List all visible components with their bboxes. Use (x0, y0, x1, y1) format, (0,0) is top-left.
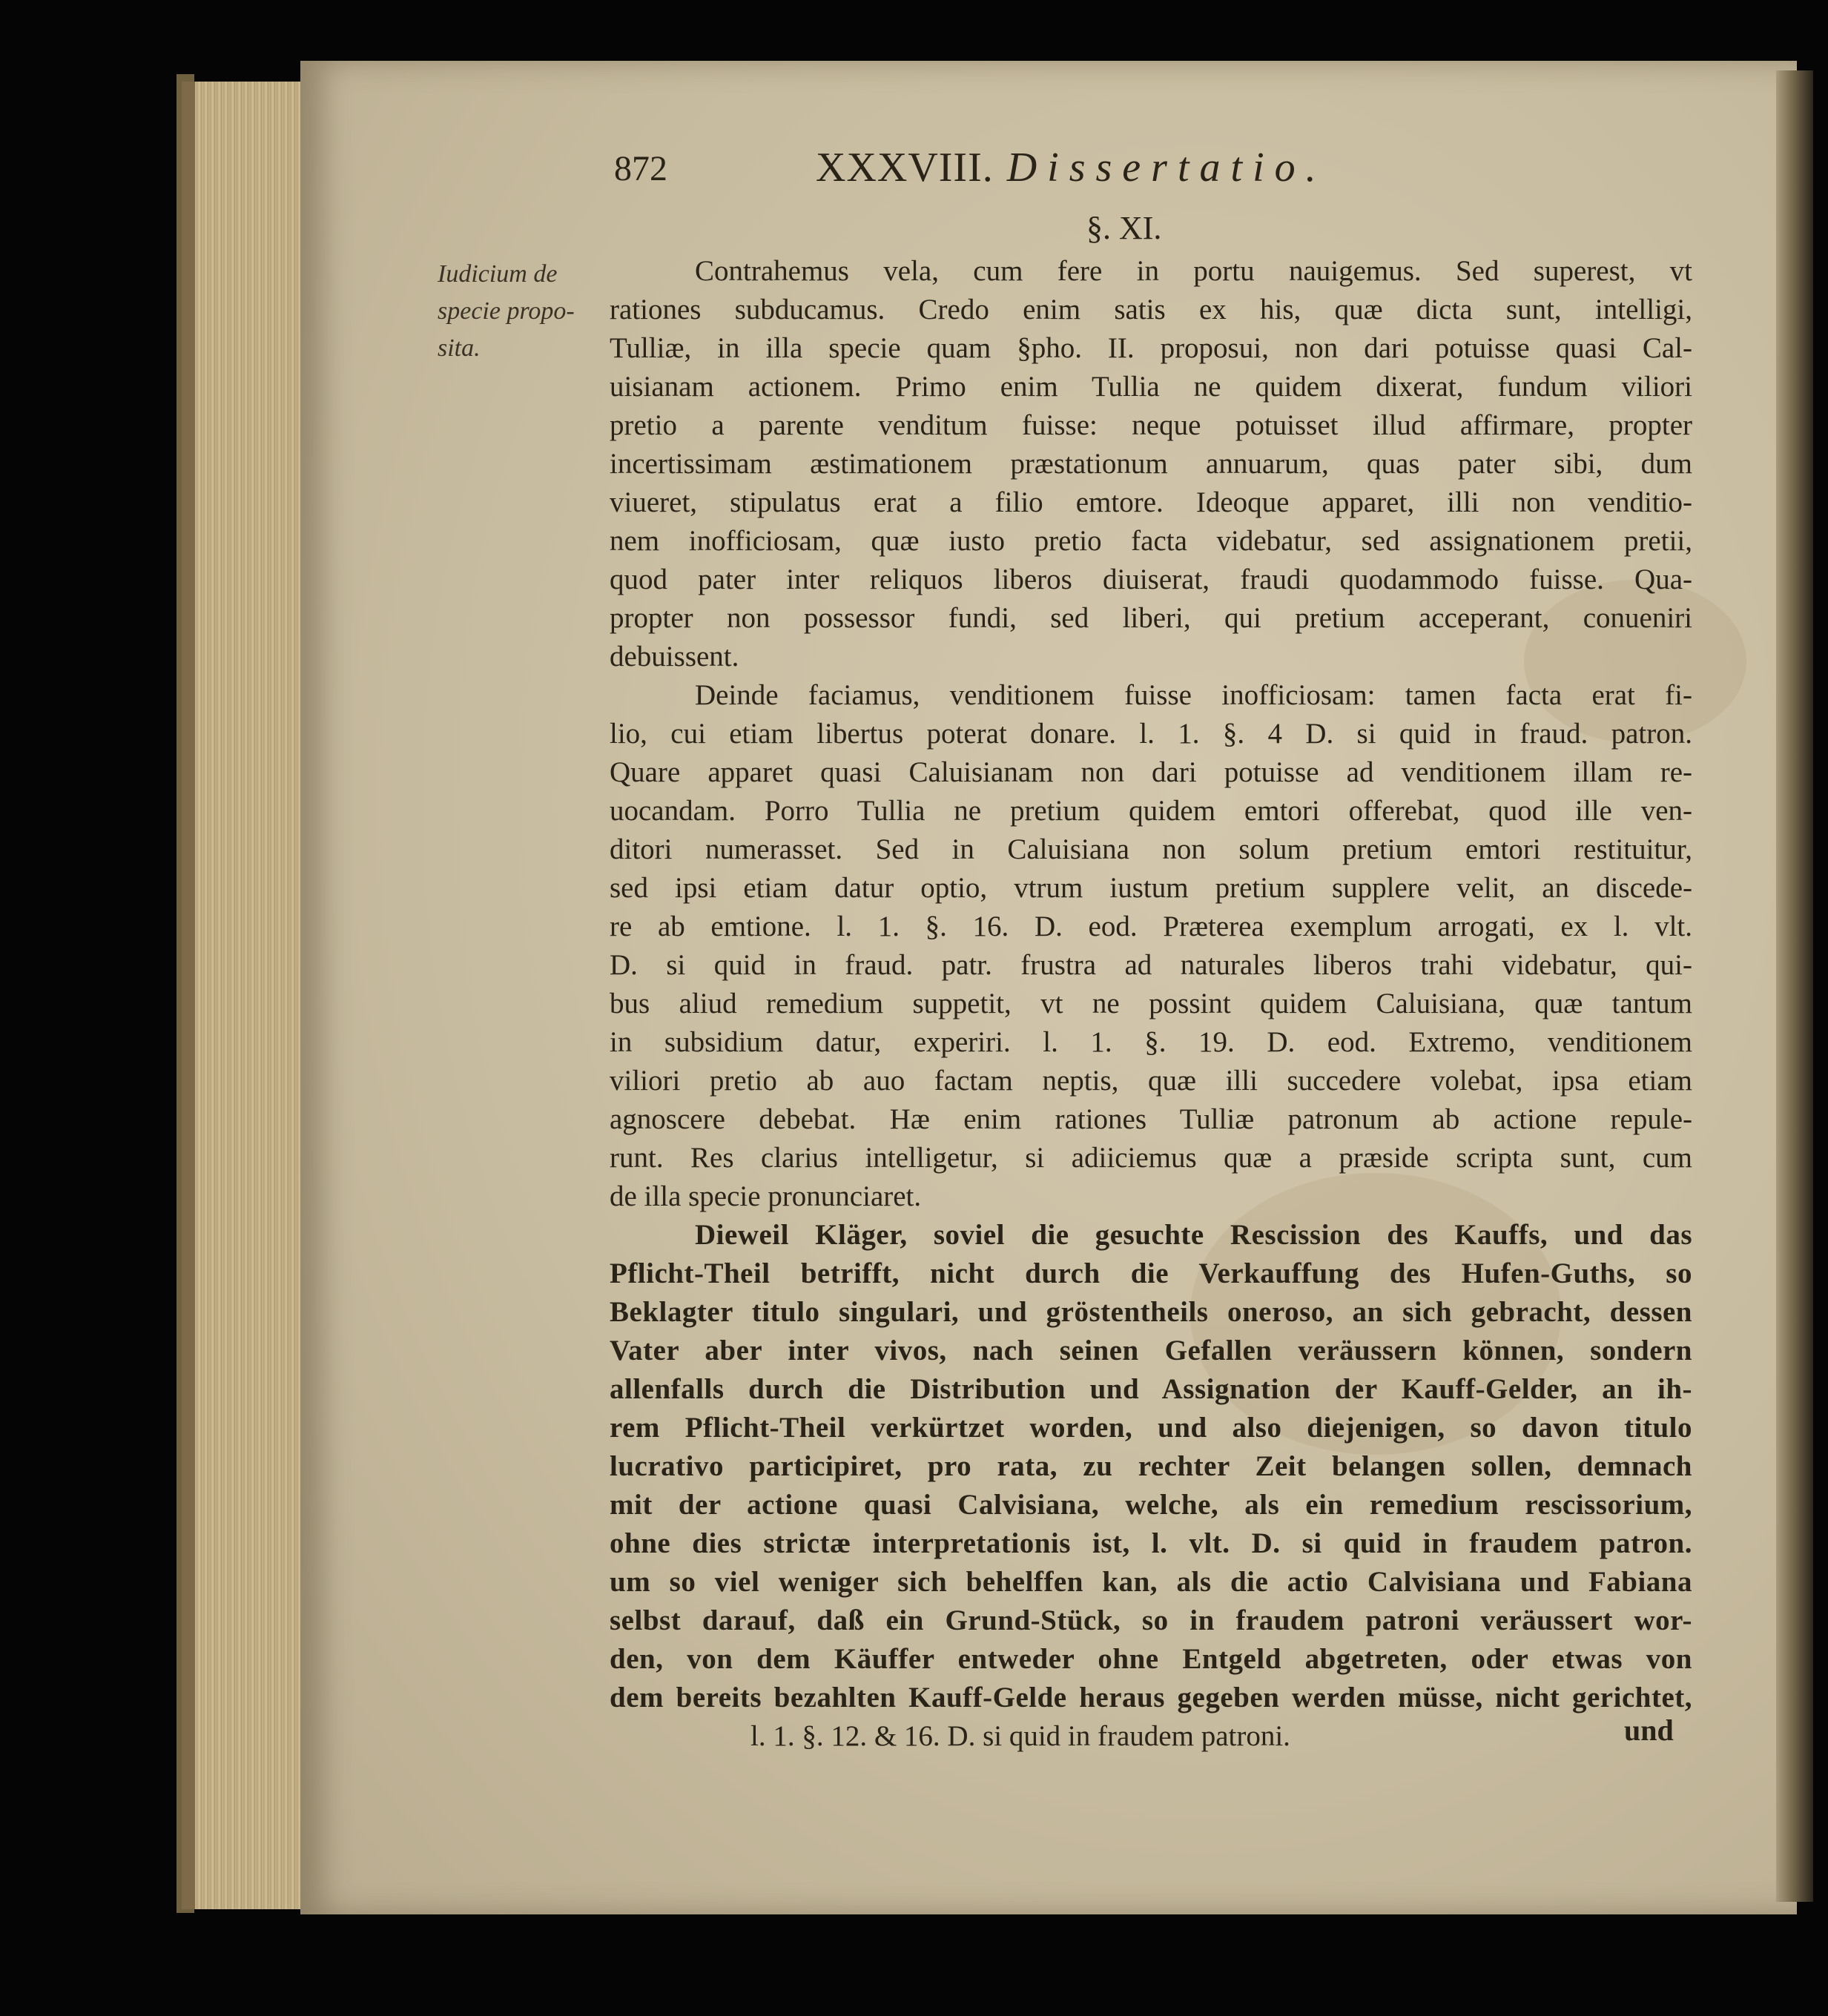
text-line: nem inofficiosam, quæ iusto pretio facta videbatur, sed assignationem pretii, (610, 525, 1692, 557)
marginal-note-line: Iudicium de (438, 260, 558, 288)
text-line: den, von dem Käuffer entweder ohne Entgeld abgetreten, oder etwas von (610, 1643, 1692, 1675)
text-line: Beklagter titulo singulari, und gröstentheils oneroso, an sich gebracht, dessen (610, 1296, 1692, 1328)
text-line: uisianam actionem. Primo enim Tullia ne quidem dixerat, fundum viliori (610, 371, 1692, 403)
title-roman: XXXVIII. (816, 145, 994, 191)
text-line: uocandam. Porro Tullia ne pretium quidem emtori offerebat, quod ille ven- (610, 795, 1692, 827)
text-line: viliori pretio ab auo factam neptis, quæ illi succedere volebat, ipsa etiam (610, 1065, 1692, 1097)
text-line: D. si quid in fraud. patr. frustra ad naturales liberos trahi videbatur, qui- (610, 949, 1692, 981)
text-line: in subsidium datur, experiri. l. 1. §. 19. D. eod. Extremo, venditionem (610, 1026, 1692, 1058)
title-italic: Dissertatio. (1006, 145, 1327, 191)
text-line: bus aliud remedium suppetit, vt ne possint quidem Caluisiana, quæ tantum (610, 988, 1692, 1019)
text-line: sed ipsi etiam datur optio, vtrum iustum pretium supplere velit, an discede- (610, 872, 1692, 904)
running-title (816, 144, 1327, 191)
text-line: re ab emtione. l. 1. §. 16. D. eod. Præterea exemplum arrogati, ex l. vlt. (610, 910, 1692, 942)
text-line: dem bereits bezahlten Kauff-Gelde heraus gegeben werden müsse, nicht gerichtet, (610, 1682, 1692, 1713)
marginal-note-line: specie propo- (438, 297, 575, 325)
body-text (610, 252, 1692, 1756)
text-line: propter non possessor fundi, sed liberi, qui pretium acceperant, conueniri (610, 602, 1692, 634)
text-line: ditori numerasset. Sed in Caluisiana non solum pretium emtori restituitur, (610, 833, 1692, 865)
text-line: pretio a parente venditum fuisse: neque potuisset illud affirmare, propter (610, 409, 1692, 441)
text-line: rem Pflicht-Theil verkürtzet worden, und also diejenigen, so davon titulo (610, 1412, 1692, 1444)
text-line: debuissent. (610, 641, 739, 672)
marginal-note (438, 256, 630, 367)
text-line: quod pater inter reliquos liberos diuiserat, fraudi quodammodo fuisse. Qua- (610, 564, 1692, 595)
text-line: um so viel weniger sich behelffen kan, als die actio Calvisiana und Fabiana (610, 1566, 1692, 1598)
text-line: lucrativo participiret, pro rata, zu rechter Zeit belangen sollen, demnach (610, 1450, 1692, 1482)
section-heading: §. XI. (1086, 210, 1162, 246)
page-edges (182, 82, 315, 1909)
text-line: Contrahemus vela, cum fere in portu nauigemus. Sed superest, vt (695, 255, 1692, 287)
text-line: selbst darauf, daß ein Grund-Stück, so in fraudem patroni veräussert wor- (610, 1604, 1692, 1636)
text-line: runt. Res clarius intelligetur, si adiiciemus quæ a præside scripta sunt, cum (610, 1142, 1692, 1174)
text-line: l. 1. §. 12. & 16. D. si quid in fraudem patroni. (750, 1720, 1290, 1752)
running-header (0, 145, 1828, 208)
text-line: Dieweil Kläger, soviel die gesuchte Rescission des Kauffs, und das (695, 1219, 1692, 1251)
gutter-shadow (1776, 70, 1813, 1902)
text-line: ohne dies strictæ interpretationis ist, l. vlt. D. si quid in fraudem patron. (610, 1527, 1692, 1559)
page-number: 872 (614, 149, 667, 188)
catchword: und (1624, 1713, 1674, 1747)
text-line: viueret, stipulatus erat a filio emtore. Ideoque apparet, illi non venditio- (610, 486, 1692, 518)
text-line: rationes subducamus. Credo enim satis ex his, quæ dicta sunt, intelligi, (610, 294, 1692, 325)
text-line: de illa specie pronunciaret. (610, 1180, 922, 1212)
text-line: Quare apparet quasi Caluisianam non dari potuisse ad venditionem illam re- (610, 756, 1692, 788)
text-line: Tulliæ, in illa specie quam §pho. II. proposui, non dari potuisse quasi Cal- (610, 332, 1692, 364)
text-line: agnoscere debebat. Hæ enim rationes Tulliæ patronum ab actione repule- (610, 1103, 1692, 1135)
text-line: Vater aber inter vivos, nach seinen Gefallen veräussern können, sondern (610, 1335, 1692, 1366)
text-line: Pflicht-Theil betrifft, nicht durch die Verkauffung des Hufen-Guths, so (610, 1257, 1692, 1289)
text-line: Deinde faciamus, venditionem fuisse inofficiosam: tamen facta erat fi- (695, 679, 1692, 711)
text-line: allenfalls durch die Distribution und Assignation der Kauff-Gelder, an ih- (610, 1373, 1692, 1405)
marginal-note-line: sita. (438, 334, 481, 362)
text-line: incertissimam æstimationem præstationum annuarum, quas pater sibi, dum (610, 448, 1692, 480)
text-line: lio, cui etiam libertus poterat donare. l. 1. §. 4 D. si quid in fraud. patron. (610, 718, 1692, 750)
text-line: mit der actione quasi Calvisiana, welche, als ein remedium rescissorium, (610, 1489, 1692, 1521)
